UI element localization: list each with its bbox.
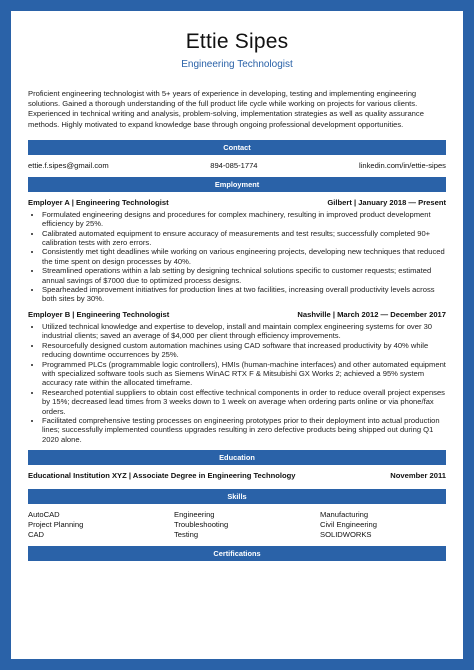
section-header-education: Education xyxy=(28,450,446,465)
section-header-contact: Contact xyxy=(28,140,446,155)
job-location-date: Gilbert | January 2018 — Present xyxy=(327,197,446,207)
job-bullets xyxy=(28,210,446,304)
skill-item: AutoCAD xyxy=(28,510,60,520)
skill-item: SOLIDWORKS xyxy=(320,530,372,540)
job-bullet: • Streamlined operations within a lab setting by designing technical solutions specific to customer requests; estimated annual savings of $7000 due to optimized process designs. xyxy=(42,266,446,285)
candidate-title: Engineering Technologist xyxy=(181,59,293,70)
resume-page xyxy=(11,11,463,659)
job-header xyxy=(28,198,446,208)
section-header-employment: Employment xyxy=(28,177,446,192)
job-bullet: • Spearheaded improvement initiatives for production lines at two facilities, increasing overall productivity levels across both sites by 30%. xyxy=(42,285,446,304)
contact-row xyxy=(28,161,446,171)
candidate-name: Ettie Sipes xyxy=(185,30,289,53)
skill-item: Troubleshooting xyxy=(174,520,229,530)
skill-item: Testing xyxy=(174,530,199,540)
skills-grid xyxy=(28,510,446,540)
job-bullet: • Facilitated comprehensive testing processes on engineering prototypes prior to their deployment into actual production lines; successfully implemented countless upgrades resulting in zero defective products being shipped out during Q1 2020 alone. xyxy=(42,416,446,444)
job-bullet: • Calibrated automated equipment to ensure accuracy of measurements and test results; successfully completed 90+ calibration tests with zero errors. xyxy=(42,229,446,248)
job-bullets xyxy=(28,322,446,444)
skill-item: Engineering xyxy=(174,510,215,520)
job-bullet: • Resourcefully designed custom automation machines using CAD software that increased productivity by 40% while reducing downtime occurrences by 25%. xyxy=(42,341,446,360)
job-bullet: • Formulated engineering designs and procedures for complex machinery, resulting in improved product development efficiency by 25%. xyxy=(42,210,446,229)
skill-item: Project Planning xyxy=(28,520,84,530)
section-header-skills: Skills xyxy=(28,489,446,504)
skill-item: Civil Engineering xyxy=(320,520,377,530)
contact-phone: 894-085-1774 xyxy=(210,160,258,170)
contact-email[interactable]: ettie.f.sipes@gmail.com xyxy=(28,160,109,170)
education-degree: Educational Institution XYZ | Associate Degree in Engineering Technology xyxy=(28,471,296,481)
contact-linkedin[interactable]: linkedin.com/in/ettie-sipes xyxy=(359,160,446,170)
job-bullet: • Utilized technical knowledge and expertise to develop, install and maintain complex engineering systems for over 30 industrial clients; saved an average of $4,000 per client through efficiency improvements. xyxy=(42,322,446,341)
education-row xyxy=(28,471,446,481)
job-employer: Employer A | Engineering Technologist xyxy=(28,197,169,207)
job-bullet: • Researched potential suppliers to obtain cost effective technical components in order to reduce overall project expenses by 15%; decreased lead times from 3 weeks down to 1 week on average when ordering parts online or via phone/fax orders. xyxy=(42,388,446,416)
section-header-certifications: Certifications xyxy=(28,546,446,561)
job-bullet: • Consistently met tight deadlines while working on various engineering projects, developing new techniques that reduced the time spent on design processes by 40%. xyxy=(42,247,446,266)
education-date: November 2011 xyxy=(390,471,446,481)
job-employer: Employer B | Engineering Technologist xyxy=(28,309,170,319)
skill-item: Manufacturing xyxy=(320,510,369,520)
job-location-date: Nashville | March 2012 — December 2017 xyxy=(297,309,446,319)
summary-paragraph: Proficient engineering technologist with 5+ years of experience in developing, testing and implementing engineering solutions. Gained a thorough understanding of the full product life cycle while working on projects for various clients. Experienced in technical writing and analysis, problem-solving, implementation strategies as well as quality assurance methods. Highly motivated to expand knowledge base through ongoing professional development opportunities. xyxy=(28,89,424,129)
job-bullet: • Programmed PLCs (programmable logic controllers), HMIs (human-machine interfaces) and other automated equipment with specialized software tools such as Siemens WinAC RTX F & Mitsubishi GX Works 2; achieved a 95% system accuracy rate within the allocated timeframe. xyxy=(42,360,446,388)
skill-item: CAD xyxy=(28,530,45,540)
job-header xyxy=(28,310,446,320)
